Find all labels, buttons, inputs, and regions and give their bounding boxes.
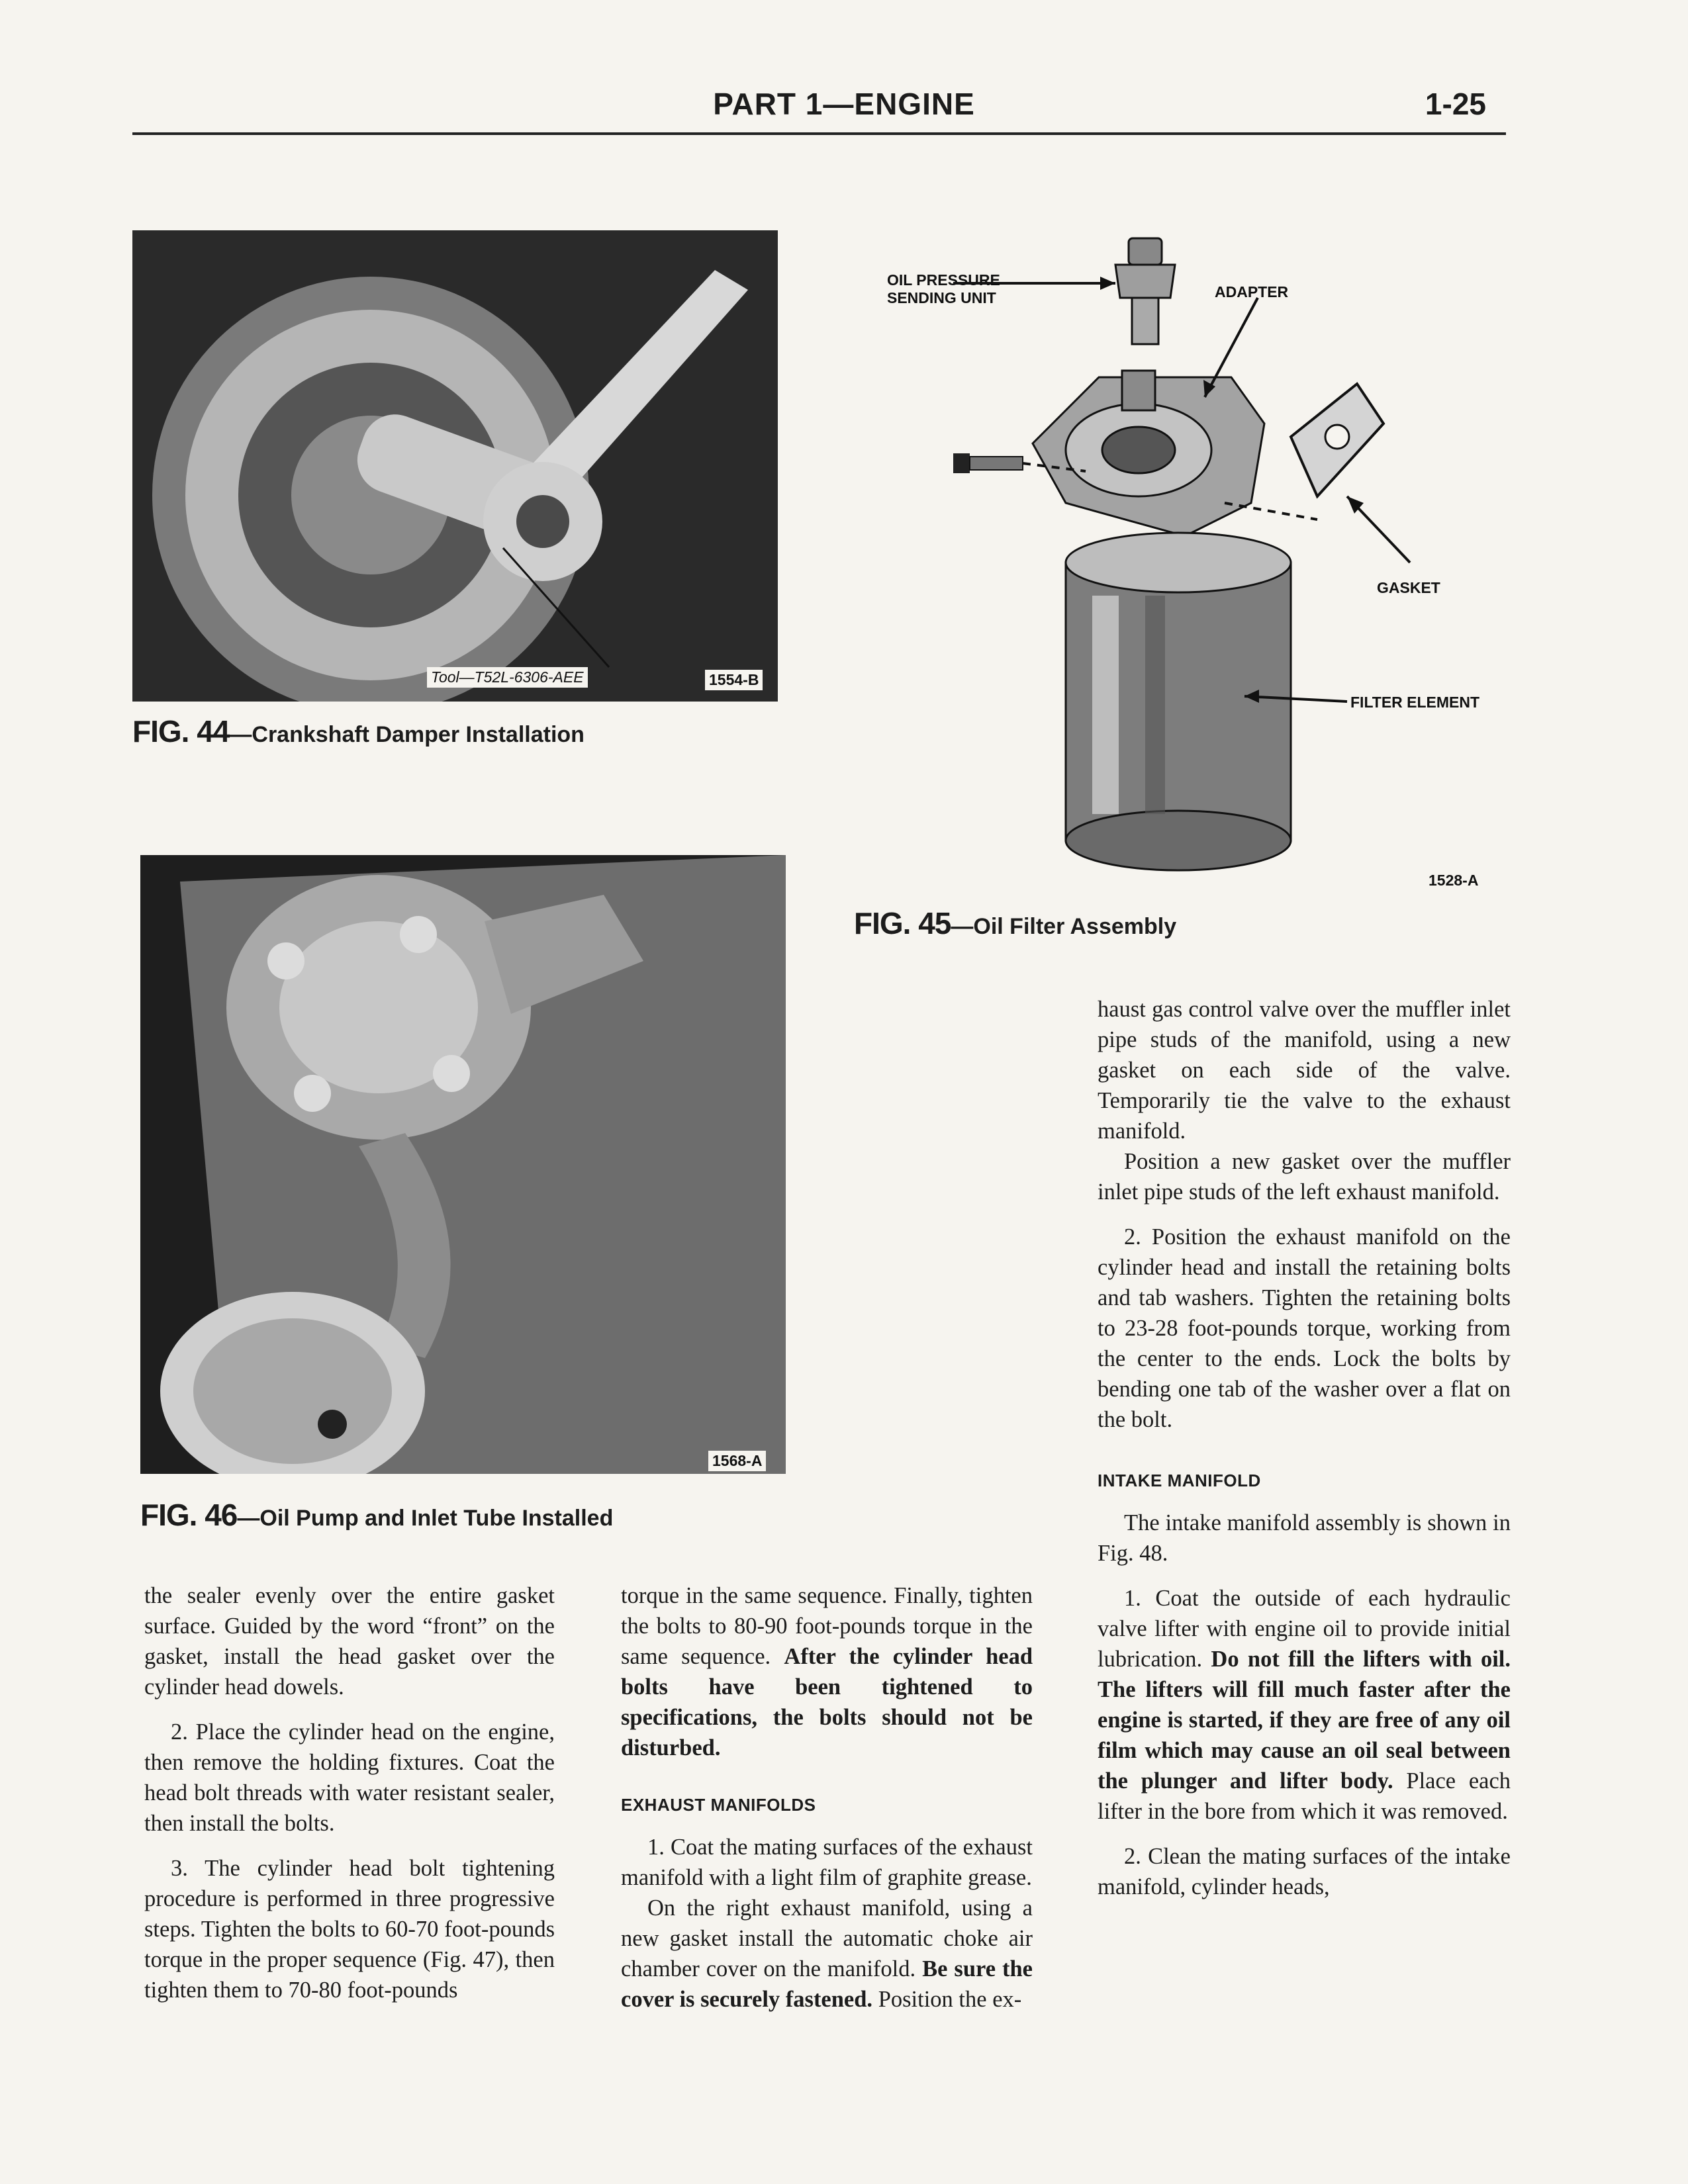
col1-paragraph-2: 2. Place the cylinder head on the engine, then remove the holding fixtures. Coat the head bolt threads with water resistant sealer, then install the bolts. [144, 1719, 555, 1836]
crankshaft-damper-illustration [132, 230, 778, 702]
col2-paragraph-3 [621, 1893, 1033, 2015]
intake-manifold-heading: INTAKE MANIFOLD [1098, 1471, 1261, 1490]
running-header-title: PART 1—ENGINE [713, 87, 975, 121]
text-column-3 [1098, 994, 1511, 1902]
exhaust-manifolds-heading: EXHAUST MANIFOLDS [621, 1795, 816, 1815]
fig46-image-code: 1568-A [708, 1451, 766, 1471]
callout-gasket: GASKET [1377, 579, 1440, 596]
fig45-image-code: 1528-A [1429, 872, 1479, 889]
col3-paragraph-4: The intake manifold assembly is shown in Fig. 48. [1098, 1510, 1511, 1566]
gasket-graphic [1291, 384, 1383, 496]
fig45-title: —Oil Filter Assembly [951, 914, 1177, 939]
fig45-number: FIG. 45 [854, 906, 951, 940]
col3-paragraph-3: 2. Position the exhaust manifold on the cylinder head and install the retaining bolts and tab washers. Tighten the retaining bolts to 23-28 foot-pounds torque, working from the center to the ends. Lock the bolts by bending one tab of the washer over a flat on the bolt. [1098, 1224, 1511, 1432]
adapter-graphic [1033, 371, 1264, 536]
fig45-caption [854, 905, 1176, 941]
fig45-drawing [854, 225, 1489, 887]
callout-oil-pressure-line2: SENDING UNIT [887, 289, 996, 306]
header-rule [132, 132, 1506, 135]
fig46-photo [140, 855, 786, 1474]
col2-paragraph-1-text: torque in the same sequence. Finally, tighten the bolts to 80-90 foot-pounds torque in the same sequence. [621, 1583, 1033, 1669]
col2-paragraph-3-end: Position the ex- [878, 1987, 1022, 2012]
fig46-caption [140, 1497, 613, 1533]
col2-paragraph-3-start: On the right exhaust manifold, using a new gasket install the automatic choke air chamber cover on the manifold. [621, 1895, 1033, 1981]
col2-paragraph-1 [621, 1580, 1033, 1763]
col2-paragraph-3-bold: Be sure the cover is securely fastened. [621, 1956, 1033, 2012]
bolt-graphic [953, 453, 1023, 473]
col2-paragraph-1-bold: After the cylinder head bolts have been tightened to specifications, the bolts should not be disturbed. [621, 1644, 1033, 1760]
callout-adapter: ADAPTER [1215, 283, 1289, 300]
col3-paragraph-2: Position a new gasket over the muffler inlet pipe studs of the left exhaust manifold. [1098, 1149, 1511, 1205]
fig46-number: FIG. 46 [140, 1498, 238, 1532]
col1-paragraph-1: the sealer evenly over the entire gasket surface. Guided by the word “front” on the gasket, install the head gasket over the cylinder head dowels. [144, 1583, 555, 1700]
callout-oil-pressure-line1: OIL PRESSURE [887, 271, 1000, 289]
col3-paragraph-5-end: Place each lifter in the bore from which it was removed. [1098, 1768, 1511, 1824]
text-column-2 [621, 1580, 1033, 2015]
oil-filter-exploded-view [854, 225, 1489, 887]
col3-paragraph-6: 2. Clean the mating surfaces of the intake manifold, cylinder heads, [1098, 1844, 1511, 1899]
oil-pump-illustration [140, 855, 786, 1474]
callout-oil-pressure-sending-unit [887, 271, 1000, 307]
oil-pressure-sending-unit-graphic [1115, 238, 1175, 344]
col3-paragraph-5-start: 1. Coat the outside of each hydraulic valve lifter with engine oil to provide initial lubrication. [1098, 1586, 1511, 1672]
col1-paragraph-3: 3. The cylinder head bolt tightening procedure is performed in three progressive steps. Tighten the bolts to 60-70 foot-pounds torque in the proper sequence (Fig. 47), then tighten them to 70-80 foot-pounds [144, 1856, 555, 2003]
fig44-image-code: 1554-B [705, 670, 763, 690]
col2-paragraph-2: 1. Coat the mating surfaces of the exhaust manifold with a light film of graphite grease. [621, 1835, 1033, 1890]
fig46-title: —Oil Pump and Inlet Tube Installed [237, 1506, 614, 1531]
col3-paragraph-5 [1098, 1583, 1511, 1827]
page-number: 1-25 [1425, 87, 1486, 121]
fig44-photo [132, 230, 778, 702]
text-column-1 [144, 1580, 555, 2005]
fig44-tool-label: Tool—T52L-6306-AEE [427, 667, 588, 688]
col3-paragraph-5-bold: Do not fill the lifters with oil. The lifters will fill much faster after the engine is started, if they are free of any oil film which may cause an oil seal between the plunger and lifter body. [1098, 1647, 1511, 1794]
callout-filter-element: FILTER ELEMENT [1350, 694, 1480, 711]
fig44-caption [132, 713, 585, 749]
fig44-number: FIG. 44 [132, 714, 230, 749]
col3-paragraph-1: haust gas control valve over the muffler inlet pipe studs of the manifold, using a new gasket on each side of the valve. Temporarily tie the valve to the exhaust manifold. [1098, 997, 1511, 1144]
fig44-title: —Crankshaft Damper Installation [229, 722, 585, 747]
